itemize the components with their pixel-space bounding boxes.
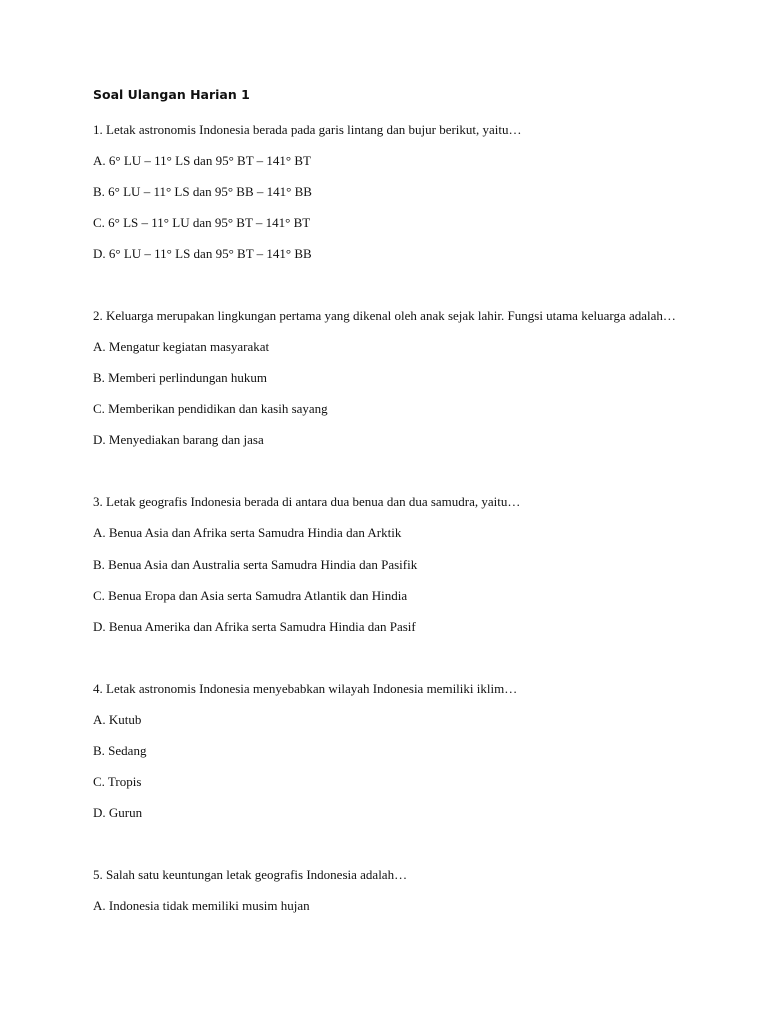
page-title: Soal Ulangan Harian 1 bbox=[93, 87, 250, 102]
question-4-option-c: C. Tropis bbox=[93, 774, 142, 789]
question-2-option-d: D. Menyediakan barang dan jasa bbox=[93, 432, 264, 447]
question-1-option-b: B. 6° LU – 11° LS dan 95° BB – 141° BB bbox=[93, 184, 312, 199]
question-1-option-c: C. 6° LS – 11° LU dan 95° BT – 141° BT bbox=[93, 215, 311, 230]
question-4-option-d: D. Gurun bbox=[93, 805, 143, 820]
question-3-option-a: A. Benua Asia dan Afrika serta Samudra Hindia dan Arktik bbox=[93, 525, 402, 540]
question-1-option-a: A. 6° LU – 11° LS dan 95° BT – 141° BT bbox=[93, 153, 311, 168]
question-3-text: 3. Letak geografis Indonesia berada di antara dua benua dan dua samudra, yaitu… bbox=[93, 494, 521, 509]
question-3-option-d: D. Benua Amerika dan Afrika serta Samudra Hindia dan Pasif bbox=[93, 619, 416, 634]
question-4-text: 4. Letak astronomis Indonesia menyebabkan wilayah Indonesia memiliki iklim… bbox=[93, 681, 518, 696]
question-4-option-a: A. Kutub bbox=[93, 712, 142, 727]
question-2-text: 2. Keluarga merupakan lingkungan pertama yang dikenal oleh anak sejak lahir. Fungsi utama keluarga adalah… bbox=[93, 308, 676, 323]
question-5-option-a: A. Indonesia tidak memiliki musim hujan bbox=[93, 898, 310, 913]
question-3-option-b: B. Benua Asia dan Australia serta Samudra Hindia dan Pasifik bbox=[93, 557, 418, 572]
question-5-text: 5. Salah satu keuntungan letak geografis Indonesia adalah… bbox=[93, 867, 408, 882]
question-2-option-b: B. Memberi perlindungan hukum bbox=[93, 370, 268, 385]
question-1-text: 1. Letak astronomis Indonesia berada pada garis lintang dan bujur berikut, yaitu… bbox=[93, 122, 522, 137]
question-3-option-c: C. Benua Eropa dan Asia serta Samudra Atlantik dan Hindia bbox=[93, 588, 408, 603]
question-1-option-d: D. 6° LU – 11° LS dan 95° BT – 141° BB bbox=[93, 246, 312, 261]
question-4-option-b: B. Sedang bbox=[93, 743, 147, 758]
question-2-option-a: A. Mengatur kegiatan masyarakat bbox=[93, 339, 270, 354]
question-2-option-c: C. Memberikan pendidikan dan kasih sayang bbox=[93, 401, 328, 416]
